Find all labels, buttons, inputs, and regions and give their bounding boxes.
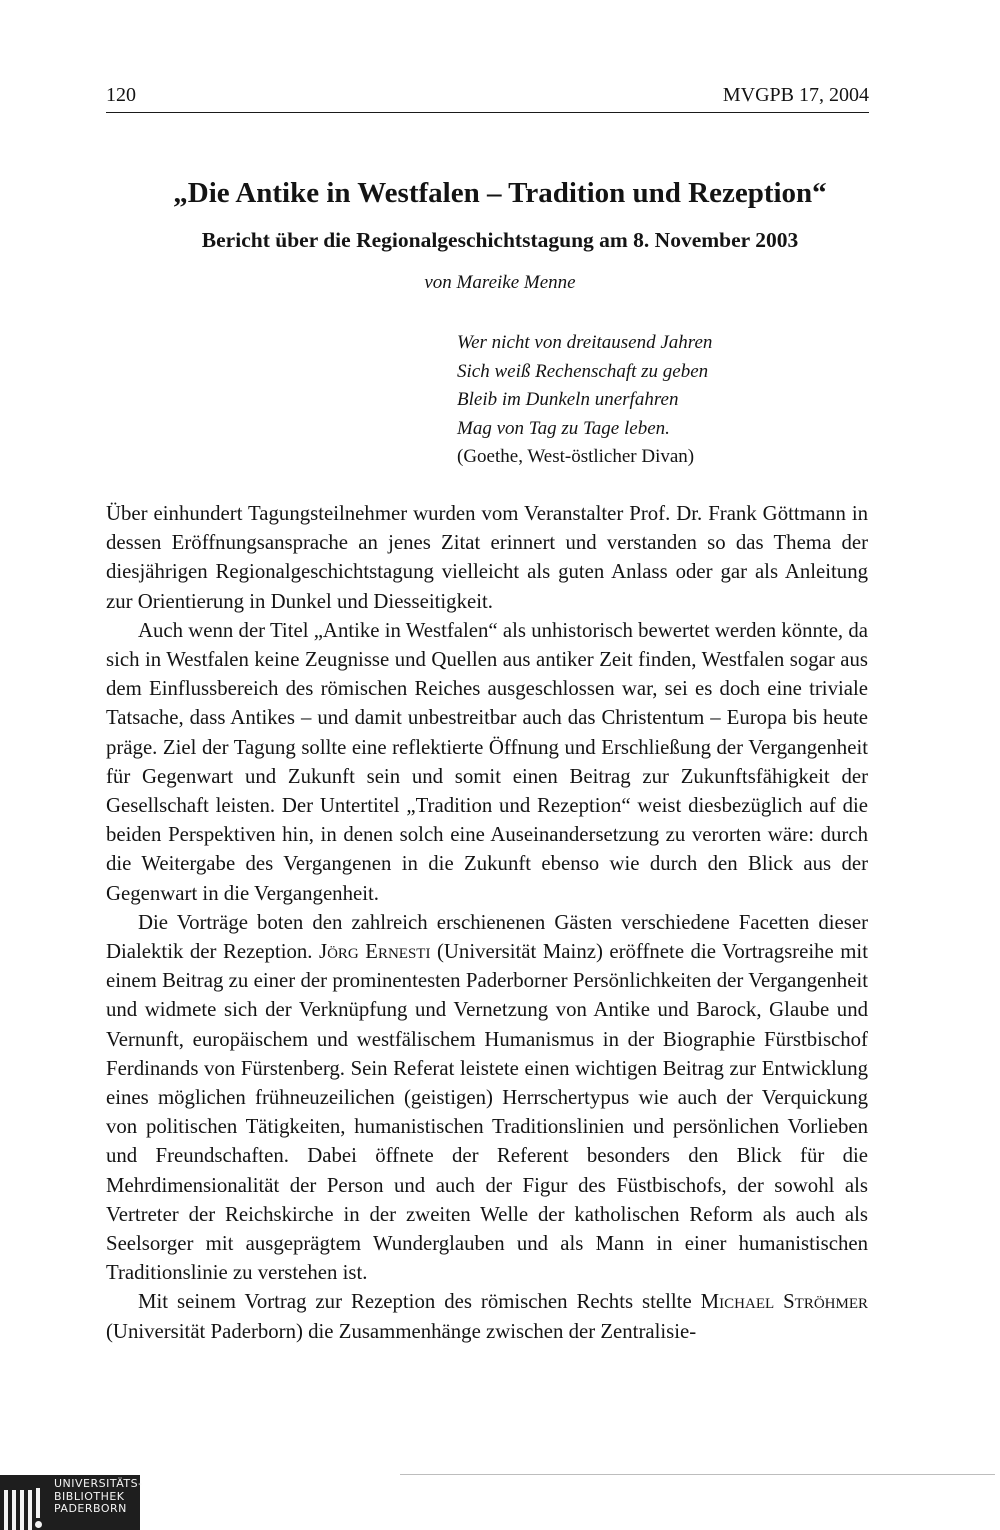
article-body: [106, 499, 868, 1346]
body-paragraph: Über einhundert Tagungsteilnehmer wurden vom Veranstalter Prof. Dr. Frank Göttmann in dessen Eröffnungsansprache an jenes Zitat erinnert und verstanden so das Thema der diesjährigen Regionalgeschichtstagung vielleicht als guten Anlass oder gar als Anleitung zur Orientierung in Dunkel und Diesseitigkeit.: [106, 502, 868, 613]
logo-line: UNIVERSITÄTS-: [54, 1477, 143, 1490]
epigraph-line: Bleib im Dunkeln unerfahren: [457, 389, 679, 411]
epigraph-line: Mag von Tag zu Tage leben.: [457, 417, 670, 439]
epigraph: [457, 329, 712, 472]
logo-line: BIBLIOTHEK: [54, 1489, 125, 1503]
body-text-span: Die Vorträge boten den zahlreich erschienenen Gästen verschiedene Facetten dieser Dialektik der Rezeption.: [106, 910, 868, 964]
epigraph-source: (Goethe, West-östlicher Divan): [457, 446, 695, 468]
running-head: [106, 82, 869, 113]
speaker-name: Michael Ströhmer: [700, 1290, 868, 1314]
logo-bar: [36, 1488, 40, 1518]
body-text-span: (Universität Paderborn) die Zusammenhänge zwischen der Zentralisie-: [106, 1319, 697, 1343]
article-author: von Mareike Menne: [424, 272, 576, 293]
body-text-span: Mit seinem Vortrag zur Rezeption des römischen Rechts stellte: [138, 1290, 701, 1314]
logo-bar: [28, 1490, 32, 1530]
epigraph-line: Sich weiß Rechenschaft zu geben: [457, 360, 709, 382]
body-text-span: (Universität Mainz) eröffnete die Vortragsreihe mit einem Beitrag zu einer der prominentesten Paderborner Persönlichkeiten der Vergangenheit und widmete sich der Verknüpfung und Vernetzung von Antike und Barock, Glaube und Vernunft, europäischem und westfälischem Humanismus in der Biographie Fürstbischof Ferdinands von Fürstenberg. Sein Referat leistete einen wichtigen Beitrag zur Entwicklung eines möglichen frühneuzeilichen (geistigen) Herrschertypus wie auch der Verquickung von politischen Tätigkeiten, humanistischen Traditionslinien und persönlichen Vorlieben und Freundschaften. Dabei öffnete der Referent besonders den Blick für die Mehrdimensionalität der Person und auch der Figur des Füstbischofs, der sowohl als Vertreter der Reichskirche in der zweiten Welle der katholischen Reform als auch als Seelsorger mit ausgeprägtem Wunderglauben und als Mann in einer humanistischen Traditionslinie zu verstehen ist.: [106, 940, 868, 1285]
journal-reference: MVGPB 17, 2004: [722, 84, 869, 106]
article-title: „Die Antike in Westfalen – Tradition und Rezeption“: [173, 177, 827, 209]
logo-dot: [35, 1521, 42, 1528]
logo-text: [54, 1478, 143, 1516]
logo-bar: [4, 1490, 8, 1530]
footer-rule: [400, 1474, 995, 1475]
article-subtitle: Bericht über die Regionalgeschichtstagung am 8. November 2003: [201, 228, 799, 252]
logo-line: PADERBORN: [54, 1502, 127, 1515]
library-logo: [0, 1475, 143, 1530]
page-number: 120: [106, 84, 136, 106]
body-paragraph: [106, 908, 868, 1288]
logo-bar: [20, 1490, 24, 1530]
speaker-name: Jörg Ernesti: [318, 940, 431, 964]
body-paragraph: [106, 1287, 868, 1345]
epigraph-line: Wer nicht von dreitausend Jahren: [457, 332, 713, 353]
logo-bar: [12, 1490, 16, 1530]
body-paragraph: Auch wenn der Titel „Antike in Westfalen“ als unhistorisch bewertet werden könnte, da sich in Westfalen keine Zeugnisse und Quellen aus antiker Zeit finden, Westfalen sogar aus dem Einflussbereich des römischen Reiches ausgeschlossen war, sei es doch eine triviale Tatsache, dass Antikes – und damit unbestreitbar auch das Christentum – Europa bis heute präge. Ziel der Tagung sollte eine reflektierte Öffnung und Erschließung der Vergangenheit für Gegenwart und Zukunft sein und somit einen Beitrag zur Zukunftsfähigkeit der Gesellschaft leisten. Der Untertitel „Tradition und Rezeption“ weist diesbezüglich auf die beiden Perspektiven hin, in denen solch eine Auseinandersetzung zu verorten wäre: durch die Weitergabe des Vergangenen in die Zukunft ebenso wie durch den Blick aus der Gegenwart in die Vergangenheit.: [106, 618, 868, 905]
